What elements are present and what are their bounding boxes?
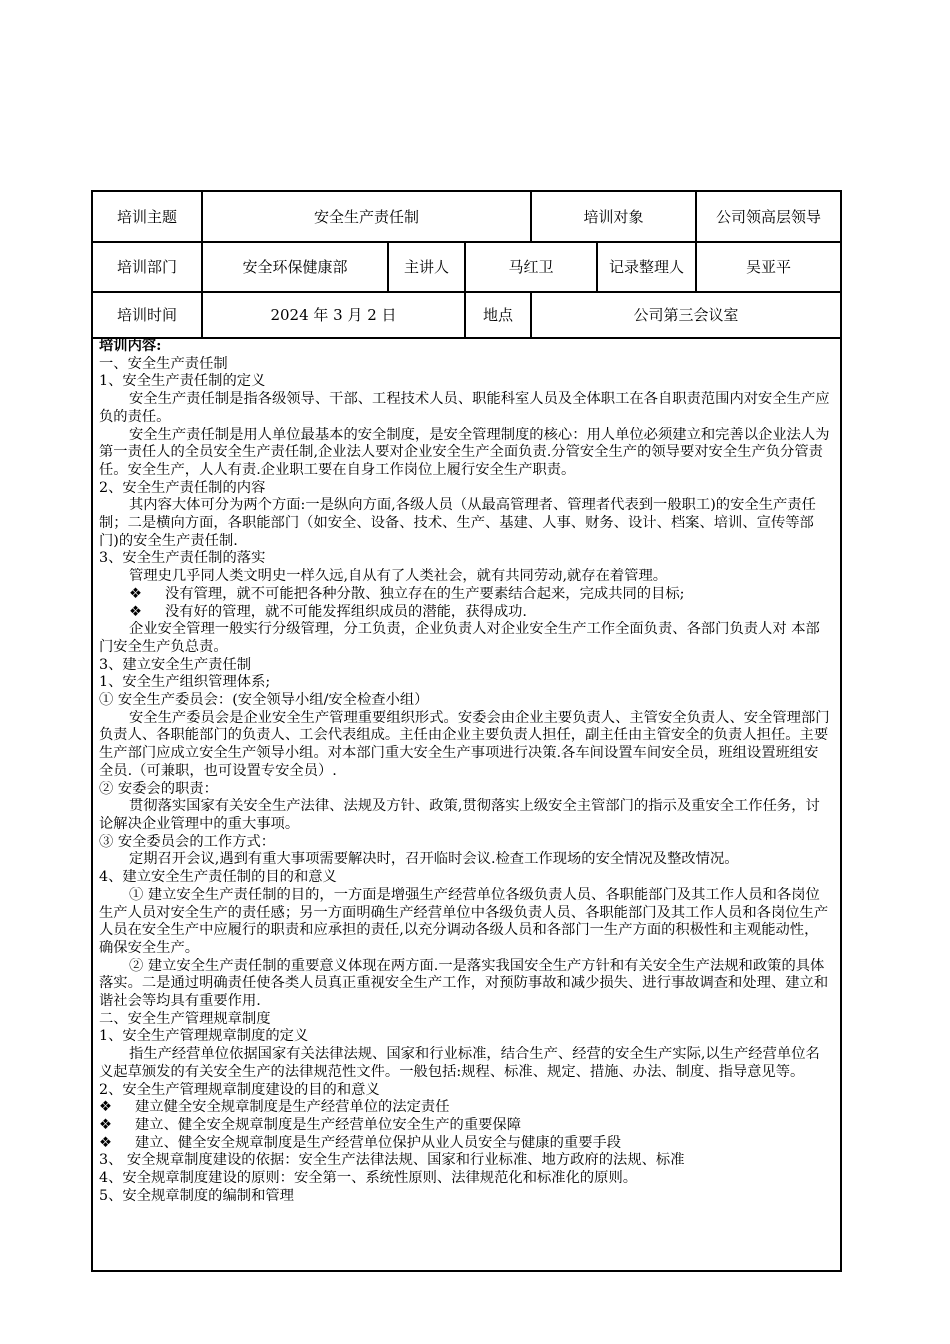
paragraph: 安全生产责任制是指各级领导、干部、工程技术人员、职能科室人员及全体职工在各自职责范围内对安全生产应负的责任。 (99, 391, 830, 425)
item-heading: ① 安全生产委员会：(安全领导小组/安全检查小组） (99, 692, 429, 709)
recorder-value: 吴亚平 (745, 257, 791, 276)
section-heading: 二、安全生产管理规章制度 (99, 1010, 271, 1027)
subsection-heading: 1、安全生产管理规章制度的定义 (99, 1028, 309, 1045)
bullet-item (99, 1099, 832, 1117)
paragraph: 指生产经营单位依据国家有关法律法规、国家和行业标准，结合生产、经营的安全生产实际,以生产经营单位名义起草颁发的有关安全生产的法律规范性文件。一般包括:规程、标准、规定、措施、办法、制度、指导意见等。 (99, 1046, 820, 1080)
paragraph: ② 建立安全生产责任制的重要意义体现在两方面.一是落实我国安全生产方针和有关安全生产法规和政策的具体落实。二是通过明确责任使各类人员真正重视安全生产工作，对预防事故和减少损失、进行事故调查和处理、建立和谐社会等均具有重要作用. (99, 957, 829, 1010)
paragraph: ① 建立安全生产责任制的目的，一方面是增强生产经营单位各级负责人员、各职能部门及其工作人员和各岗位生产人员对安全生产的责任感；另一方面明确生产经营单位中各级负责人员、各职能部门及其工作人员和各岗位生产人员在安全生产中应履行的职责和应承担的责任,以充分调动各级人员和各部门一生产方面的积极性和主观能动性，确保安全生产。 (99, 886, 829, 956)
bullet-text: 建立、健全安全规章制度是生产经营单位安全生产的重要保障 (135, 1116, 522, 1133)
recorder-label: 记录整理人 (598, 241, 697, 291)
subsection-heading: 1、安全生产组织管理体系; (99, 674, 271, 691)
subsection-heading: 4、建立安全生产责任制的目的和意义 (99, 869, 337, 886)
diamond-bullet-icon: ❖ (99, 1099, 112, 1116)
bullet-item (99, 1135, 832, 1153)
header-row-topic (93, 192, 840, 243)
paragraph: 安全生产委员会是企业安全生产管理重要组织形式。安委会由企业主要负责人、主管安全负责人、安全管理部门负责人、各职能部门的负责人、工会代表组成。主任由企业主要负责人担任，副主任由主管安全的负责人担任。主要生产部门应成立安全生产领导小组。对本部门重大安全生产事项进行决策.各车间设置车间安全员，班组设置班组安全员.（可兼职，也可设置专安全员）. (99, 709, 830, 779)
diamond-bullet-icon: ❖ (129, 585, 142, 602)
subsection-heading: 4、安全规章制度建设的原则：安全第一、系统性原则、法律规范化和标准化的原则。 (99, 1170, 638, 1187)
bullet-text: 没有好的管理，就不可能发挥组织成员的潜能，获得成功. (165, 603, 527, 620)
item-heading: ② 安委会的职责： (99, 780, 218, 797)
training-content (99, 338, 832, 1270)
header-row-dept (93, 241, 840, 293)
time-label: 培训时间 (93, 291, 203, 337)
paragraph: 安全生产责任制是用人单位最基本的安全制度，是安全管理制度的核心：用人单位必须建立和完善以企业法人为第一责任人的全员安全生产责任制,企业法人要对企业安全生产全面负责.分管安全生产的领导要对安全生产负分管责任。安全生产，人人有责.企业职工要在自身工作岗位上履行安全生产职责。 (99, 426, 830, 478)
subsection-heading: 3、建立安全生产责任制 (99, 656, 252, 673)
place-value: 公司第三会议室 (633, 305, 739, 324)
topic-label: 培训主题 (93, 192, 203, 241)
paragraph: 管理史几乎同人类文明史一样久远,自从有了人类社会，就有共同劳动,就存在着管理。 (129, 568, 668, 585)
diamond-bullet-icon: ❖ (99, 1134, 112, 1151)
bullet-item (99, 586, 832, 604)
bullet-item (99, 1117, 832, 1135)
section-heading: 一、安全生产责任制 (99, 355, 228, 372)
time-value: 2024 年 3 月 2 日 (203, 291, 466, 337)
dept-label: 培训部门 (93, 241, 203, 291)
diamond-bullet-icon: ❖ (129, 603, 142, 620)
subsection-heading: 1、安全生产责任制的定义 (99, 373, 266, 390)
bullet-text: 建立健全安全规章制度是生产经营单位的法定责任 (135, 1099, 450, 1116)
training-record-table (91, 190, 842, 1272)
subsection-heading: 2、安全生产责任制的内容 (99, 479, 266, 496)
subsection-heading: 2、安全生产管理规章制度建设的目的和意义 (99, 1081, 380, 1098)
bullet-text: 建立、健全安全规章制度是生产经营单位保护从业人员安全与健康的重要手段 (135, 1134, 622, 1151)
diamond-bullet-icon: ❖ (99, 1116, 112, 1133)
dept-value: 安全环保健康部 (203, 241, 389, 291)
topic-value: 安全生产责任制 (203, 192, 532, 241)
paragraph: 贯彻落实国家有关安全生产法律、法规及方针、政策,贯彻落实上级安全主管部门的指示及重安全工作任务，讨论解决企业管理中的重大事项。 (99, 798, 820, 832)
bullet-item (99, 604, 832, 622)
item-heading: ③ 安全委员会的工作方式： (99, 833, 276, 850)
subsection-heading: 3、 安全规章制度建设的依据：安全生产法律法规、国家和行业标准、地方政府的法规、标准 (99, 1152, 685, 1169)
audience-label: 培训对象 (532, 192, 697, 241)
paragraph: 定期召开会议,遇到有重大事项需要解决时，召开临时会议.检查工作现场的安全情况及整改情况。 (129, 851, 739, 868)
speaker-value: 马红卫 (466, 241, 598, 291)
place-label: 地点 (466, 291, 532, 337)
speaker-label: 主讲人 (389, 241, 466, 291)
header-row-time (93, 291, 840, 339)
paragraph: 企业安全管理一般实行分级管理，分工负责，企业负责人对企业安全生产工作全面负责、各部门负责人对 本部门安全生产负总责。 (99, 621, 820, 655)
bullet-text: 没有管理，就不可能把各种分散、独立存在的生产要素结合起来，完成共同的目标; (165, 585, 685, 602)
subsection-heading: 5、安全规章制度的编制和管理 (99, 1187, 294, 1204)
content-heading: 培训内容: (99, 338, 162, 354)
paragraph: 其内容大体可分为两个方面:一是纵向方面,各级人员（从最高管理者、管理者代表到一般职工)的安全生产责任制；二是横向方面，各职能部门（如安全、设备、技术、生产、基建、人事、财务、设计、档案、培训、宣传等部门)的安全生产责任制. (99, 497, 816, 549)
subsection-heading: 3、安全生产责任制的落实 (99, 550, 266, 567)
audience-value: 公司领高层领导 (715, 208, 821, 226)
